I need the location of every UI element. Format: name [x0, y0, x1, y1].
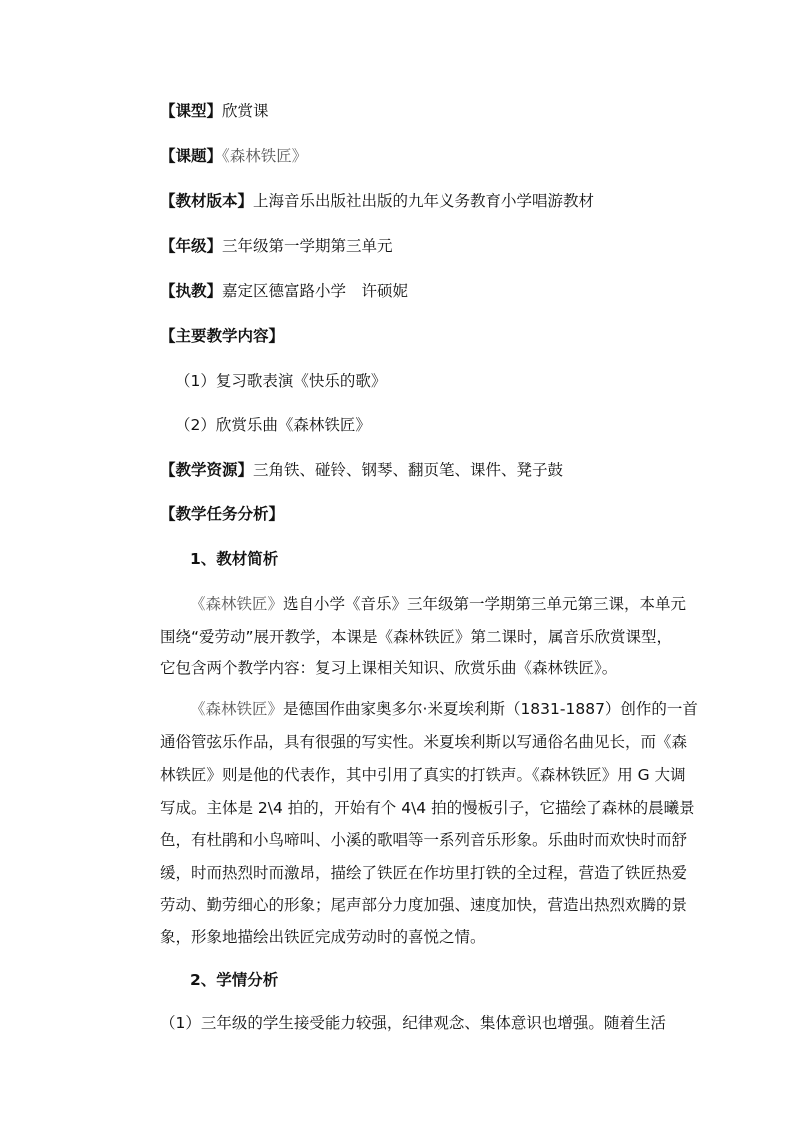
- task-analysis-label: 【教学任务分析】: [160, 505, 285, 523]
- course-type-value: 欣赏课: [222, 102, 269, 120]
- content-item-1: （1）复习歌表演《快乐的歌》: [175, 372, 387, 390]
- grade-label: 【年级】: [160, 237, 223, 255]
- paragraph-2-line-4: 写成。主体是 2\4 拍的，开始有个 4\4 拍的慢板引子，它描绘了森林的晨曦景: [160, 799, 695, 817]
- course-topic-value: 《森林铁匠》: [222, 147, 308, 165]
- teacher-value: 嘉定区德富路小学 许硕妮: [222, 282, 409, 300]
- paragraph-2-line-6: 缓，时而热烈时而激昂，描绘了铁匠在作坊里打铁的全过程，营造了铁匠热爱: [160, 864, 688, 882]
- paragraph-1-text: 选自小学《音乐》三年级第一学期第三单元第三课，本单元: [283, 595, 687, 613]
- main-content-heading: [0, 325, 794, 347]
- main-content-label: 【主要教学内容】: [160, 327, 285, 345]
- content-item-2: （2）欣赏乐曲《森林铁匠》: [175, 416, 371, 434]
- paragraph-1-line-1: [0, 593, 794, 615]
- resources-line: [0, 459, 794, 481]
- textbook-edition-value: 上海音乐出版社出版的九年义务教育小学唱游教材: [253, 192, 595, 210]
- paragraph-1-title: 《森林铁匠》: [190, 595, 284, 613]
- grade-value: 三年级第一学期第三单元: [222, 237, 393, 255]
- task-analysis-heading: [0, 503, 794, 525]
- paragraph-2-line-2: 通俗管弦乐作品，具有很强的写实性。米夏埃利斯以写通俗名曲见长，而《森: [160, 733, 688, 751]
- paragraph-2-line-7: 劳动、勤劳细心的形象；尾声部分力度加强、速度加快，营造出热烈欢腾的景: [160, 896, 688, 914]
- paragraph-2-line-5: 色，有杜鹃和小鸟啼叫、小溪的歌唱等一系列音乐形象。乐曲时而欢快时而舒: [160, 831, 688, 849]
- teacher-label: 【执教】: [160, 282, 223, 300]
- grade-line: [0, 235, 794, 257]
- paragraph-1-line-2: 围绕“爱劳动”展开教学，本课是《森林铁匠》第二课时，属音乐欣赏课型，: [160, 628, 673, 646]
- paragraph-2-title: 《森林铁匠》: [190, 700, 284, 718]
- resources-label: 【教学资源】: [160, 461, 254, 479]
- course-topic-label: 【课题】: [160, 147, 223, 165]
- textbook-edition-line: [0, 190, 794, 212]
- course-type-label: 【课型】: [160, 102, 223, 120]
- paragraph-1-line-3: 它包含两个教学内容：复习上课相关知识、欣赏乐曲《森林铁匠》。: [160, 659, 618, 677]
- paragraph-2-line-3: 林铁匠》则是他的代表作，其中引用了真实的打铁声。《森林铁匠》用 G 大调: [160, 766, 686, 784]
- resources-value: 三角铁、碰铃、钢琴、翻页笔、课件、凳子鼓: [253, 461, 564, 479]
- teacher-line: [0, 280, 794, 302]
- section-heading-textbook: 1、教材简析: [190, 550, 279, 568]
- textbook-edition-label: 【教材版本】: [160, 192, 254, 210]
- section-heading-learners: 2、学情分析: [190, 971, 279, 989]
- course-type-line: [0, 100, 794, 122]
- paragraph-3-line-1: （1）三年级的学生接受能力较强，纪律观念、集体意识也增强。随着生活: [160, 1014, 666, 1032]
- course-topic-line: [0, 145, 794, 167]
- paragraph-2-line-1: [0, 698, 794, 720]
- paragraph-2-line-8: 象，形象地描绘出铁匠完成劳动时的喜悦之情。: [160, 928, 486, 946]
- paragraph-2-text: 是德国作曲家奥多尔·米夏埃利斯（1831-1887）创作的一首: [283, 700, 698, 718]
